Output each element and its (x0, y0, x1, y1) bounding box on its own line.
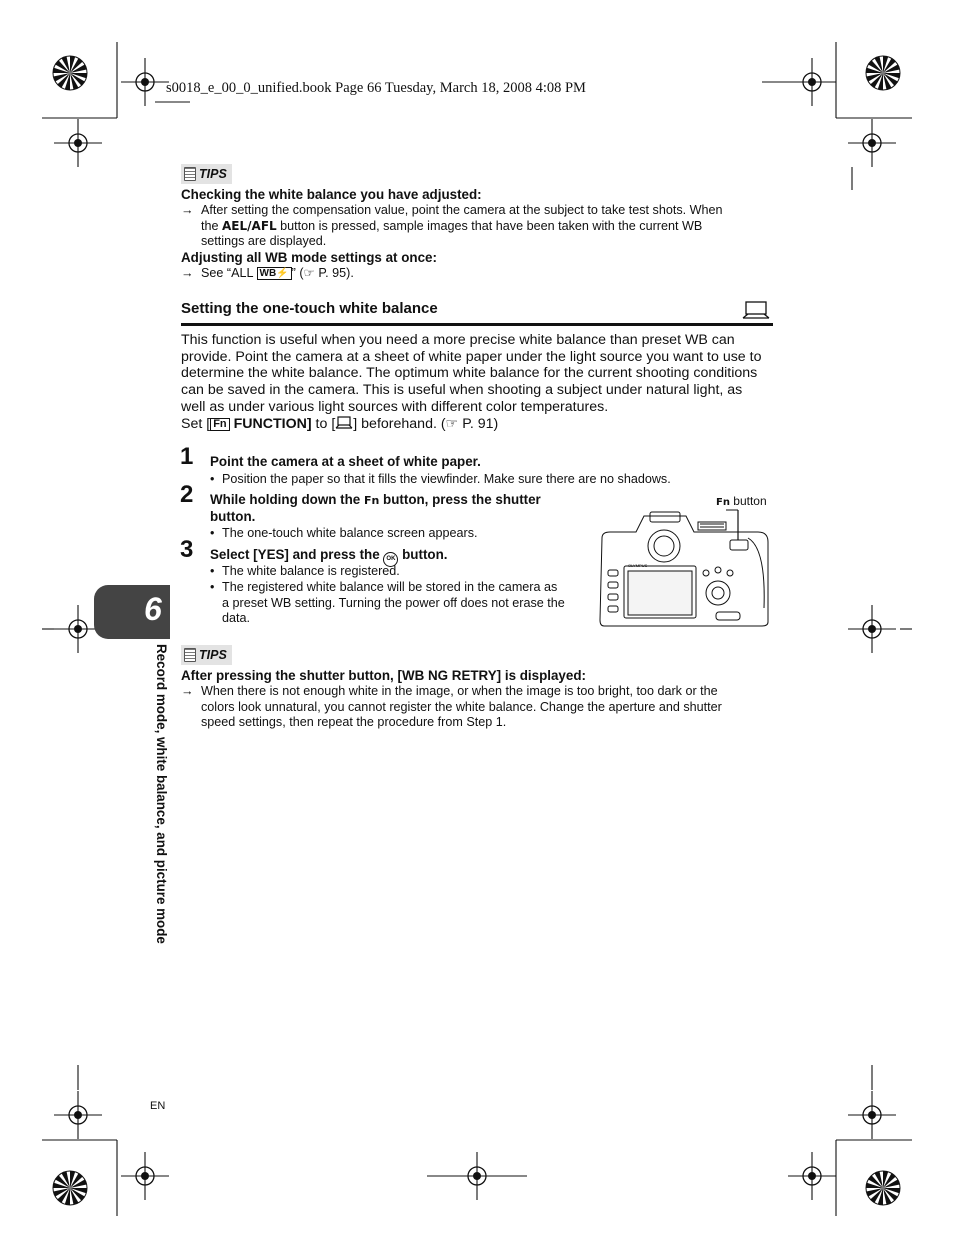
tip-heading-check-wb: Checking the white balance you have adjusted: (181, 187, 482, 202)
chapter-side-title: Record mode, white balance, and picture mode (154, 644, 169, 944)
one-touch-wb-icon (742, 300, 770, 320)
step-3-bullet-2: • The registered white balance will be stored in the camera as a preset WB setting. Turning the power off does not erase the data. (210, 580, 565, 626)
camera-back-illustration (598, 508, 772, 630)
step-number-1: 1 (180, 443, 194, 470)
step-text-2: While holding down the Fn button, press the shutter button. (210, 492, 541, 524)
fn-key-icon: Fn (210, 418, 229, 431)
page-header-file-info: s0018_e_00_0_unified.book Page 66 Tuesday, March 18, 2008 4:08 PM (166, 80, 586, 96)
tips-label-1: TIPS (181, 164, 232, 184)
memo-icon (184, 648, 196, 662)
step-3-bullet-1: • The white balance is registered. (210, 564, 400, 578)
memo-icon (184, 167, 196, 181)
camera-brand-text: OLYMPUS (628, 563, 648, 568)
tip-heading-adjust-all: Adjusting all WB mode settings at once: (181, 250, 437, 265)
wb-all-icon: WB⚡ (257, 267, 292, 280)
step-number-2: 2 (180, 481, 194, 508)
tip-text-check-wb: → After setting the compensation value, point the camera at the subject to take test shots. When the AEL/AFL button is pressed, sample images that have been taken with the current WB settings are displayed. (181, 203, 723, 249)
tip-text-wb-ng-retry: → When there is not enough white in the image, or when the image is too bright, too dark or the colors look unnatural, you cannot register the white balance. Change the aperture and shutter speed settings, then repeat the procedure from Step 1. (181, 684, 722, 730)
chapter-tab: 6 (94, 585, 170, 639)
language-code: EN (150, 1100, 166, 1112)
section-title: Setting the one-touch white balance (181, 300, 438, 317)
fn-button-caption: Fn button (716, 494, 767, 508)
step-number-3: 3 (180, 536, 194, 563)
ael-afl-key: AEL/AFL (222, 218, 277, 233)
fn-key-label: Fn (363, 494, 380, 507)
step-text-3: Select [YES] and press the OK button. (210, 547, 447, 567)
step-1-bullet: • Position the paper so that it fills the viewfinder. Make sure there are no shadows. (210, 472, 671, 486)
tip-heading-wb-ng-retry: After pressing the shutter button, [WB NG RETRY] is displayed: (181, 668, 586, 683)
ok-button-icon: OK (383, 552, 398, 567)
tips-label-2: TIPS (181, 645, 232, 665)
tip-text-adjust-all: → See “ALL WB⚡ ” (☞ P. 95). (181, 266, 354, 280)
step-2-bullet: • The one-touch white balance screen appears. (210, 526, 478, 540)
section-paragraph: This function is useful when you need a more precise white balance than preset WB can provide. Point the camera at a sheet of white paper under the light source you want to use to determine the white balance. The optimum white balance for the current shooting conditions can be saved in the camera. This is useful when shooting a subject under natural light, as well as under various light sources with different color temperatures. Set [ Fn FUNCTION] to [ ] beforehand. (☞ P. 91) (181, 332, 781, 432)
one-touch-wb-icon (335, 416, 353, 429)
step-text-1: Point the camera at a sheet of white paper. (210, 454, 481, 469)
section-rule (181, 323, 773, 326)
set-function-line: Set [ Fn FUNCTION] to [ ] beforehand. (☞ P. 91) (181, 415, 499, 432)
